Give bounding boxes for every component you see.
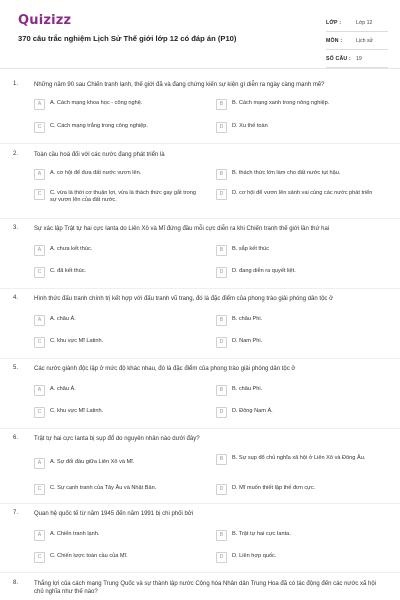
meta-row-subject <box>326 32 388 50</box>
option-letter: D <box>216 337 227 348</box>
meta-row-count <box>326 50 388 68</box>
question-divider <box>0 503 400 504</box>
option-d[interactable] <box>216 123 386 133</box>
question-divider <box>0 218 400 219</box>
option-d[interactable] <box>216 485 386 495</box>
question-number: 4. <box>13 295 19 301</box>
option-text: C. đã kết thúc. <box>50 268 87 274</box>
meta-row-class <box>326 14 388 32</box>
option-letter: B <box>216 99 227 110</box>
question-divider <box>0 288 400 289</box>
option-text: A. cơ hội để đưa đất nước vươn lên. <box>50 170 142 176</box>
option-b[interactable] <box>216 246 386 256</box>
option-letter: A <box>34 530 45 541</box>
option-text: C. Chiến lược toàn cầu của Mĩ. <box>50 553 128 559</box>
option-text: D. Đông Nam Á. <box>232 408 273 414</box>
question-number: 8. <box>13 580 19 586</box>
option-c[interactable] <box>34 123 204 133</box>
option-b[interactable] <box>216 455 386 465</box>
option-letter: D <box>216 267 227 278</box>
option-letter: B <box>216 454 227 465</box>
option-text: C. vừa là thời cơ thuận lợi, vừa là thách thức gay gắt trong sự vươn lên của đất nước. <box>50 190 196 203</box>
option-d[interactable] <box>216 190 386 200</box>
meta-value: Lịch sử <box>356 37 374 44</box>
option-letter: A <box>34 385 45 396</box>
option-letter: D <box>216 407 227 418</box>
option-b[interactable] <box>216 100 386 110</box>
meta-panel <box>326 14 388 68</box>
option-letter: B <box>216 385 227 396</box>
option-letter: C <box>34 337 45 348</box>
option-letter: B <box>216 169 227 180</box>
option-letter: A <box>34 315 45 326</box>
option-letter: A <box>34 169 45 180</box>
option-text: C. khu vực Mĩ Latinh. <box>50 338 104 344</box>
option-a[interactable] <box>34 100 204 110</box>
option-letter: A <box>34 458 45 469</box>
option-text: D. Mĩ muốn thiết lập thế đơn cực. <box>232 485 316 491</box>
question-divider <box>0 572 400 573</box>
option-a[interactable] <box>34 246 204 256</box>
option-text: D. cơ hội để vươn lên sánh vai cùng các nước phát triển <box>232 190 373 196</box>
option-text: A. chưa kết thúc. <box>50 246 93 252</box>
meta-value: Lớp 12 <box>356 19 373 26</box>
option-letter: C <box>34 484 45 495</box>
option-d[interactable] <box>216 338 386 348</box>
option-text: D. Xu thế toàn <box>232 123 268 129</box>
option-c[interactable] <box>34 485 204 495</box>
option-c[interactable] <box>34 553 204 563</box>
meta-label: SỐ CÂU : <box>326 55 351 62</box>
option-text: D. Nam Phi. <box>232 338 263 344</box>
meta-value: 19 <box>356 55 362 62</box>
option-letter: D <box>216 189 227 200</box>
question-text: Toàn cầu hoá đối với các nước đang phát triển là <box>34 152 165 158</box>
option-letter: C <box>34 267 45 278</box>
option-d[interactable] <box>216 268 386 278</box>
question-number: 7. <box>13 510 19 516</box>
option-letter: A <box>34 99 45 110</box>
option-text: A. Chiến tranh lạnh. <box>50 531 100 537</box>
option-text: C. Sự cạnh tranh của Tây Âu và Nhật Bản. <box>50 485 157 491</box>
option-text: A. Cách mạng khoa học - công nghệ. <box>50 100 143 106</box>
meta-label: MÔN : <box>326 37 343 44</box>
option-text: C. khu vực Mĩ Latinh. <box>50 408 104 414</box>
option-text: A. Sự đối đầu giữa Liên Xô và Mĩ. <box>50 459 135 465</box>
option-text: B. châu Phi. <box>232 386 263 392</box>
question-divider <box>0 358 400 359</box>
option-b[interactable] <box>216 316 386 326</box>
question-text: Quan hệ quốc tế từ năm 1945 đến năm 1991 bị chi phối bởi <box>34 511 194 517</box>
meta-label: LỚP : <box>326 19 342 26</box>
option-text: B. Trật tự hai cực Ianta. <box>232 531 291 537</box>
option-letter: B <box>216 530 227 541</box>
option-text: B. châu Phi. <box>232 316 263 322</box>
option-a[interactable] <box>34 170 204 180</box>
option-text: D. Liên hợp quốc. <box>232 553 277 559</box>
quizizz-logo: Quizizz <box>18 13 72 28</box>
option-c[interactable] <box>34 190 204 204</box>
option-c[interactable] <box>34 338 204 348</box>
option-c[interactable] <box>34 268 204 278</box>
question-text: Những năm 90 sau Chiến tranh lạnh, thế giới đã và đang chứng kiến sự kiện gì diễn ra ngày càng mạnh mẽ? <box>34 82 325 88</box>
option-a[interactable] <box>34 316 204 326</box>
option-text: C. Cách mạng trắng trong công nghiệp. <box>50 123 148 129</box>
question-text: Trật tự hai cực Ianta bị sụp đổ do nguyên nhân nào dưới đây? <box>34 436 200 442</box>
question-divider <box>0 428 400 429</box>
question-number: 6. <box>13 435 19 441</box>
option-text: B. Sự sụp đổ chủ nghĩa xã hội ở Liên Xô và Đông Âu. <box>232 455 366 461</box>
option-letter: C <box>34 189 45 200</box>
option-letter: D <box>216 552 227 563</box>
option-text: B. sắp kết thúc <box>232 246 270 252</box>
option-letter: D <box>216 484 227 495</box>
option-letter: C <box>34 407 45 418</box>
question-text: Thắng lợi của cách mạng Trung Quốc và sự thành lập nước Cộng hòa Nhân dân Trung Hoa đã có tác động đến các nước xã hội chủ nghĩa như thế nào? <box>34 581 377 595</box>
option-text: A. châu Á. <box>50 316 76 322</box>
option-letter: C <box>34 552 45 563</box>
option-letter: B <box>216 315 227 326</box>
option-d[interactable] <box>216 553 386 563</box>
option-a[interactable] <box>34 459 204 469</box>
option-text: D. đang diễn ra quyết liệt. <box>232 268 296 274</box>
question-number: 2. <box>13 151 19 157</box>
option-text: A. châu Á. <box>50 386 76 392</box>
option-text: B. Cách mạng xanh trong nông nghiệp. <box>232 100 330 106</box>
question-number: 3. <box>13 225 19 231</box>
option-letter: A <box>34 245 45 256</box>
header-divider <box>0 68 400 69</box>
question-text: Hình thức đấu tranh chính trị kết hợp với đấu tranh vũ trang, đó là đặc điểm của phong trào giải phóng dân tộc ở <box>34 296 334 302</box>
option-letter: B <box>216 245 227 256</box>
option-b[interactable] <box>216 170 386 180</box>
document-title: 370 câu trắc nghiệm Lịch Sử Thế giới lớp 12 có đáp án (P10) <box>18 34 237 43</box>
question-number: 1. <box>13 81 19 87</box>
question-text: Sự xác lập Trật tự hai cực Ianta do Liên Xô và Mĩ đứng đầu mỗi cực diễn ra khi Chiến tranh thế giới lần thứ hai <box>34 226 330 232</box>
question-divider <box>0 143 400 144</box>
option-c[interactable] <box>34 408 204 418</box>
option-letter: C <box>34 122 45 133</box>
option-a[interactable] <box>34 531 204 541</box>
question-number: 5. <box>13 365 19 371</box>
option-b[interactable] <box>216 386 386 396</box>
option-d[interactable] <box>216 408 386 418</box>
worksheet-header <box>0 0 400 72</box>
option-letter: D <box>216 122 227 133</box>
option-text: B. thách thức lớn làm cho đất nước tụt hậu. <box>232 170 341 176</box>
question-text: Các nước giành độc lập ở mức độ khác nhau, đó là đặc điểm của phong trào giải phóng dân tộc ở <box>34 366 296 372</box>
option-b[interactable] <box>216 531 386 541</box>
option-a[interactable] <box>34 386 204 396</box>
